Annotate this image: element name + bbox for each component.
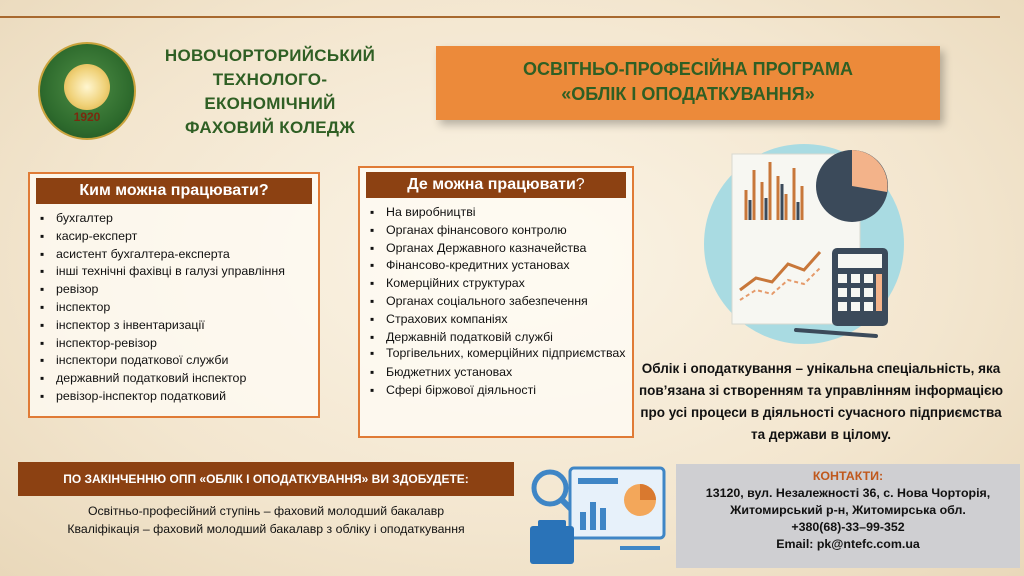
list-item: ▪ інспектори податкової служби xyxy=(38,352,312,370)
specialty-description: Облік і оподаткування – унікальна спеціальність, яка пов’язана зі створенням та управлінням інформацією про усі процеси в діяльності сучасного підприємства та держави в цілому. xyxy=(638,361,1004,442)
where-to-work-header xyxy=(366,172,626,198)
college-name-line: ТЕХНОЛОГО- xyxy=(212,70,328,89)
who-can-work-box xyxy=(28,172,320,418)
who-can-work-list xyxy=(38,210,312,406)
list-item: ▪ асистент бухгалтера-експерта xyxy=(38,246,312,264)
list-item: ▪ Сфері біржової діяльності xyxy=(368,382,626,400)
contacts-address-line2: Житомирський р-н, Житомирська обл. xyxy=(730,503,966,517)
logo-emblem-icon xyxy=(64,64,110,110)
list-item: ▪ Бюджетних установах xyxy=(368,364,626,382)
list-item: ▪ бухгалтер xyxy=(38,210,312,228)
contacts-email: Email: pk@ntefc.com.ua xyxy=(776,537,920,551)
accounting-illustration-icon xyxy=(676,140,936,355)
where-to-work-title: Де можна працювати xyxy=(407,176,576,193)
where-to-work-list xyxy=(368,204,626,400)
analytics-illustration-icon xyxy=(520,462,680,572)
program-banner xyxy=(436,46,940,120)
college-name-line: ФАХОВИЙ КОЛЕДЖ xyxy=(184,118,356,137)
list-item: ▪ Страхових компаніях xyxy=(368,311,626,329)
college-name xyxy=(150,44,390,140)
list-item: ▪ Комерційних структурах xyxy=(368,275,626,293)
list-item: ▪ інспектор xyxy=(38,299,312,317)
list-item: ▪ інші технічні фахівці в галузі управління xyxy=(38,263,312,281)
list-item: ▪ Торгівельних, комерційних підприємствах xyxy=(368,346,626,364)
list-item: ▪ Органах Державного казначейства xyxy=(368,240,626,258)
list-item: ▪ державний податковий інспектор xyxy=(38,370,312,388)
list-item: ▪ касир-експерт xyxy=(38,228,312,246)
list-item: ▪ ревізор xyxy=(38,281,312,299)
list-item: ▪ На виробництві xyxy=(368,204,626,222)
result-degree: Освітньо-професійний ступінь – фаховий молодший бакалавр xyxy=(87,504,445,518)
college-logo xyxy=(38,42,136,140)
contacts-address-line1: 13120, вул. Незалежності 36, с. Нова Чорторія, xyxy=(705,486,991,500)
college-name-line: ЕКОНОМІЧНИЙ xyxy=(204,94,336,113)
list-item: ▪ ревізор-інспектор податковий xyxy=(38,388,312,406)
logo-year: 1920 xyxy=(73,110,101,124)
list-item: ▪ інспектор з інвентаризації xyxy=(38,317,312,335)
where-to-work-box xyxy=(358,166,634,438)
result-text xyxy=(18,502,514,538)
top-divider xyxy=(0,16,1000,18)
college-name-line: НОВОЧОРТОРИЙСЬКИЙ xyxy=(164,46,376,65)
list-item: ▪ Державній податковій службі xyxy=(368,329,626,347)
where-to-work-question-mark: ? xyxy=(575,176,585,193)
result-header: ПО ЗАКІНЧЕННЮ ОПП «ОБЛІК І ОПОДАТКУВАННЯ» ВИ ЗДОБУДЕТЕ: xyxy=(18,462,514,496)
list-item: ▪ Фінансово-кредитних установах xyxy=(368,257,626,275)
program-title-line2: «ОБЛІК І ОПОДАТКУВАННЯ» xyxy=(561,84,815,104)
who-can-work-title: Ким можна працювати? xyxy=(36,178,312,204)
program-title-line1: ОСВІТНЬО-ПРОФЕСІЙНА ПРОГРАМА xyxy=(522,59,854,79)
contacts-title: КОНТАКТИ: xyxy=(812,469,884,483)
list-item: ▪ інспектор-ревізор xyxy=(38,335,312,353)
result-qualification: Кваліфікація – фаховий молодший бакалавр з обліку і оподаткування xyxy=(67,522,465,536)
list-item: ▪ Органах соціального забезпечення xyxy=(368,293,626,311)
contacts-panel xyxy=(676,464,1020,568)
list-item: ▪ Органах фінансового контролю xyxy=(368,222,626,240)
contacts-phone: +380(68)-33–99-352 xyxy=(791,520,905,534)
